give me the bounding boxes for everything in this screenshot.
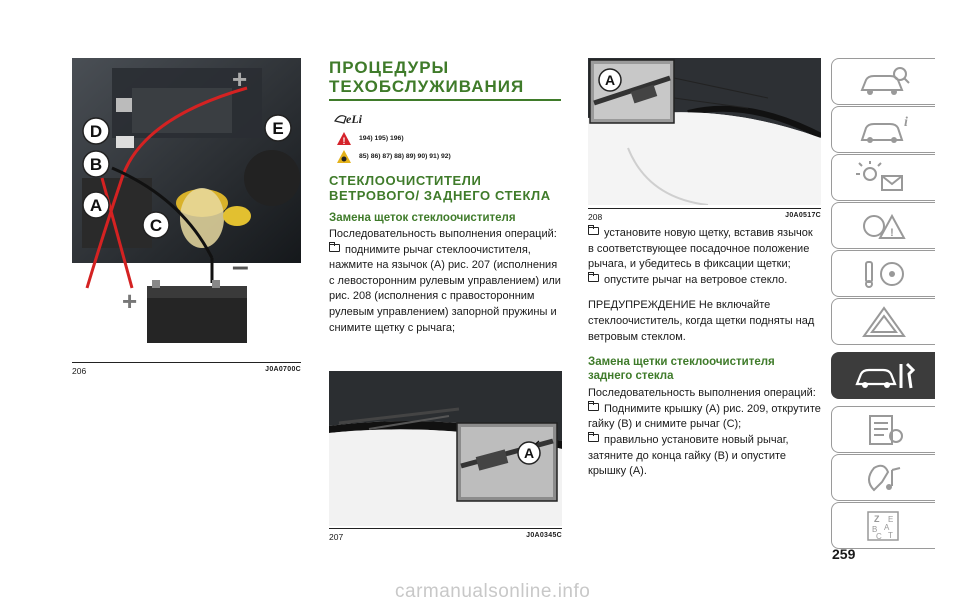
technical-data-icon — [854, 412, 914, 448]
rear-step-2 — [588, 433, 821, 480]
svg-text:D: D — [89, 122, 103, 141]
middle-column — [329, 58, 561, 336]
figure-207-caption — [329, 528, 562, 542]
front-blade-heading: Замена щеток стеклоочистителя — [329, 212, 516, 224]
rear-step-1-text: Поднимите крышку (A) рис. 209, открутите гайку (B) и снимите рычаг (C); — [588, 402, 821, 431]
rear-step-1 — [588, 402, 821, 433]
nav-tab-technical-data[interactable] — [831, 406, 935, 453]
front-step-1 — [329, 243, 561, 337]
figure-208-wiper-rhd — [588, 58, 821, 205]
svg-text:B: B — [871, 524, 877, 534]
section-title-line2: ТЕХОБСЛУЖИВАНИЯ — [329, 77, 525, 96]
callout-a-208 — [599, 69, 621, 91]
maintenance-icon — [851, 358, 917, 394]
step-bullet-icon — [588, 403, 599, 411]
svg-text:E: E — [887, 514, 893, 524]
nav-tab-index[interactable] — [831, 502, 935, 549]
step-bullet-icon — [588, 227, 599, 235]
rear-head-line1: Замена щетки стеклоочистителя — [588, 356, 775, 369]
car-info-icon — [854, 112, 914, 148]
step-bullet-icon — [588, 274, 599, 282]
wiper-section-title — [329, 173, 561, 203]
svg-text:+: + — [232, 64, 248, 94]
nav-tab-safety[interactable] — [831, 202, 935, 249]
nav-tab-car-info[interactable] — [831, 106, 935, 153]
callout-d — [83, 118, 109, 144]
callout-e — [265, 115, 291, 141]
svg-text:A: A — [604, 72, 616, 88]
warning-row-yellow — [337, 147, 561, 165]
front-intro-text: Последовательность выполнения операций: — [329, 228, 557, 240]
fuel-logo-icon — [332, 109, 561, 129]
step-bullet-icon — [329, 244, 340, 252]
page-number: 259 — [832, 546, 856, 562]
svg-text:i: i — [903, 114, 908, 130]
svg-text:A: A — [883, 522, 889, 532]
front-step-2-text: установите новую щетку, вставив язычок в соответствующее посадочное положение рычага, и убедитесь в фиксации щетки; — [588, 227, 813, 271]
dashboard-lights-icon — [854, 160, 914, 196]
caution-triangle-icon — [337, 150, 351, 163]
svg-text:!: ! — [342, 135, 346, 145]
title-rule — [329, 99, 561, 101]
warning-note: ПРЕДУПРЕЖДЕНИЕ Не включайте стеклоочиститель, когда щетки подняты над ветровым стеклом. — [588, 299, 815, 343]
emergency-icon — [854, 304, 914, 340]
nav-tab-starting-driving[interactable] — [831, 250, 935, 297]
figure-206-caption — [72, 362, 301, 376]
nav-tab-car-search[interactable] — [831, 58, 935, 105]
callout-b — [83, 151, 109, 177]
index-icon — [854, 508, 914, 544]
svg-text:B: B — [89, 155, 103, 174]
svg-text:Z: Z — [873, 513, 879, 524]
warning-row-red — [337, 129, 561, 147]
callout-a — [83, 192, 109, 218]
rear-blade-heading — [588, 355, 821, 383]
svg-text:A: A — [523, 445, 535, 461]
figure-code: J0A0700C — [265, 366, 301, 373]
section-title — [329, 58, 561, 96]
figure-code: J0A0517C — [785, 212, 821, 219]
svg-text:–: – — [232, 250, 249, 283]
section-title-line1: ПРОЦЕДУРЫ — [329, 58, 450, 77]
wiper-rhd-illustration — [588, 58, 821, 205]
safety-triangle-icon — [854, 208, 914, 244]
multimedia-icon — [854, 460, 914, 496]
svg-text:T: T — [887, 530, 893, 540]
nav-tab-multimedia[interactable] — [831, 454, 935, 501]
svg-text:E: E — [272, 119, 284, 138]
callout-a-207 — [518, 442, 540, 464]
figure-code: J0A0345C — [526, 532, 562, 539]
watermark: carmanualsonline.info — [395, 581, 591, 602]
callout-c — [143, 212, 169, 238]
front-step-3 — [588, 273, 821, 289]
nav-tab-emergency[interactable] — [831, 298, 935, 345]
figure-number: 208 — [588, 212, 603, 222]
nav-tab-maintenance[interactable] — [831, 352, 935, 399]
starting-driving-icon — [854, 256, 914, 292]
wiper-title-line2: ВЕТРОВОГО/ ЗАДНЕГО СТЕКЛА — [329, 188, 551, 203]
figure-206-battery — [72, 58, 301, 359]
front-step-2 — [588, 226, 821, 273]
right-column — [588, 226, 821, 480]
wiper-title-line1: СТЕКЛООЧИСТИТЕЛИ — [329, 173, 482, 188]
svg-text:eLi: eLi — [346, 112, 362, 126]
figure-208-caption — [588, 208, 821, 222]
front-step-1-text: поднимите рычаг стеклоочистителя, нажмите на язычок (A) рис. 207 (исполнения с левосторонним рулевым управлением) или рис. 208 (исполнения с правосторонним рулевым управлением) запорной пружины и снимите щетку с рычага; — [329, 243, 561, 334]
figure-number: 206 — [72, 366, 87, 376]
figure-number: 207 — [329, 532, 344, 542]
car-search-icon — [854, 64, 914, 100]
svg-text:!: ! — [889, 226, 894, 239]
warning-refs-yellow: 85) 86) 87) 88) 89) 90) 91) 92) — [359, 152, 451, 160]
svg-text:C: C — [149, 216, 163, 235]
battery-illustration — [72, 58, 301, 359]
front-step-3-text: опустите рычаг на ветровое стекло. — [604, 273, 788, 286]
svg-text:A: A — [89, 196, 103, 215]
svg-text:C: C — [875, 531, 882, 541]
warning-triangle-icon — [337, 132, 351, 145]
rear-step-2-text: правильно установите новый рычаг, затяните до конца гайку (B) и опустите крышку (A). — [588, 433, 789, 478]
wiper-lhd-illustration — [329, 371, 562, 526]
warning-refs-red: 194) 195) 196) — [359, 134, 404, 142]
nav-tab-dashboard-lights[interactable] — [831, 154, 935, 201]
step-bullet-icon — [588, 434, 599, 442]
rear-intro-text: Последовательность выполнения операций: — [588, 387, 816, 400]
rear-head-line2: заднего стекла — [588, 370, 674, 383]
svg-text:+: + — [122, 286, 138, 316]
figure-207-wiper-lhd — [329, 371, 562, 526]
